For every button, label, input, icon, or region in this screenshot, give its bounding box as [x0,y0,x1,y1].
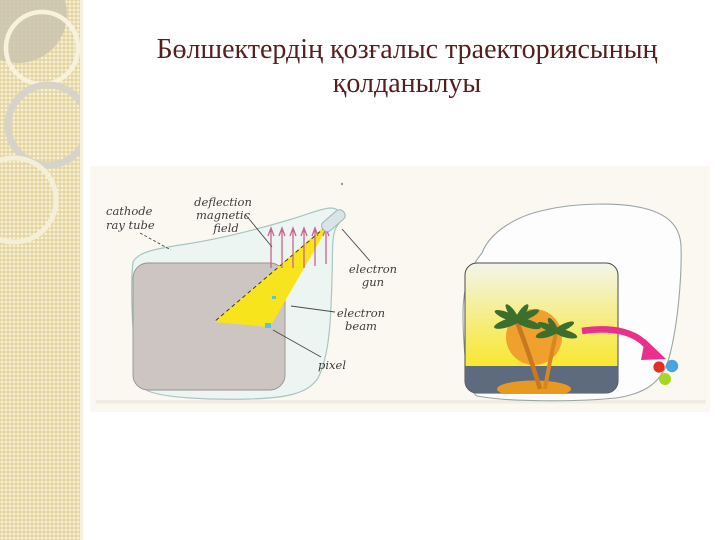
sidebar-ornaments-svg [0,0,80,540]
slide-title-line1: Бөлшектердің қозғалыс траекториясының [156,34,658,65]
pixel-tick [272,296,276,299]
red-pixel-dot [653,361,664,372]
cream-ring-bottom-icon [0,158,56,242]
crt-figure [90,166,710,412]
sidebar-decoration [0,0,83,540]
deflection-label-line1: deflection [194,195,252,209]
blue-pixel-dot [666,360,678,372]
scan-bottom-edge [96,400,706,404]
gray-ring-middle-icon [8,85,80,165]
cathode-label-line2: ray tube [106,218,155,232]
gun-label-line1: electron [348,262,398,276]
green-pixel-dot [659,373,671,385]
deflection-label-line2: magnetic [195,208,251,222]
cathode-label-line1: cathode [106,204,153,218]
scan-speck [341,183,343,185]
pixel-label: pixel [318,358,347,372]
beam-label-line1: electron [336,306,386,320]
slide-title [94,33,720,101]
beam-label-line2: beam [345,319,377,333]
deflection-label-line3: field [213,221,239,235]
slide-title-line2: қолданылуы [332,68,482,99]
gun-label-line2: gun [361,275,385,289]
crt-right-diagram [463,204,681,401]
crt-figure-svg [90,166,710,412]
pixel-dot [265,323,271,328]
